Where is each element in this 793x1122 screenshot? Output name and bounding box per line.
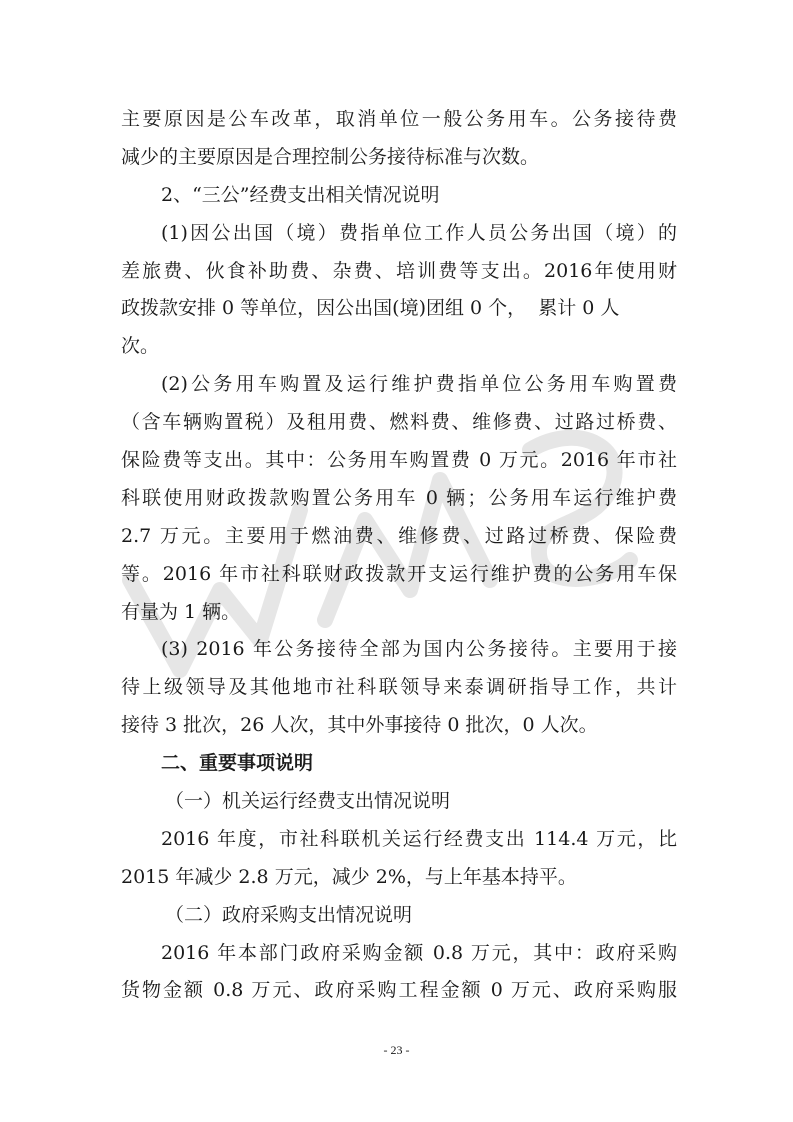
body-text [121, 101, 677, 1010]
text-line: 政拨款安排 0 等单位，因公出国(境)团组 0 个， 累计 0 人 [121, 297, 620, 320]
text-line: 2.7 万元。主要用于燃油费、维修费、过路过桥费、保险费 [121, 524, 677, 547]
text-line: 等。2016 年市社科联财政拨款开支运行维护费的公务用车保 [121, 562, 677, 585]
text-line: 2015 年减少 2.8 万元，减少 2%，与上年基本持平。 [121, 865, 577, 888]
subsection-heading: （二）政府采购支出情况说明 [165, 903, 413, 926]
text-line: 接待 3 批次，26 人次，其中外事接待 0 批次，0 人次。 [121, 714, 598, 737]
subsection-heading: （一）机关运行经费支出情况说明 [165, 790, 451, 813]
section-subheading: 2、“三公”经费支出相关情况说明 [161, 183, 440, 206]
text-line: （含车辆购置税）及租用费、燃料费、维修费、过路过桥费、 [121, 411, 677, 434]
text-line: 次。 [121, 335, 160, 358]
text-line: (3) 2016 年公务接待全部为国内公务接待。主要用于接 [161, 638, 677, 661]
text-line: (2)公务用车购置及运行维护费指单位公务用车购置费 [161, 373, 677, 396]
text-line: 保险费等支出。其中：公务用车购置费 0 万元。2016 年市社 [121, 449, 677, 472]
page-number: - 23 - [383, 1043, 410, 1057]
text-line: 2016 年度，市社科联机关运行经费支出 114.4 万元，比 [161, 827, 677, 850]
text-line: (1)因公出国（境）费指单位工作人员公务出国（境）的 [161, 221, 677, 244]
section-heading: 二、重要事项说明 [161, 752, 314, 775]
text-line: 差旅费、伙食补助费、杂费、培训费等支出。2016年使用财 [121, 259, 677, 282]
text-line: 减少的主要原因是合理控制公务接待标准与次数。 [121, 145, 540, 168]
text-line: 货物金额 0.8 万元、政府采购工程金额 0 万元、政府采购服 [121, 979, 677, 1002]
text-line: 2016 年本部门政府采购金额 0.8 万元，其中：政府采购 [161, 941, 677, 964]
text-line: 主要原因是公车改革，取消单位一般公务用车。公务接待费 [121, 108, 677, 130]
text-line: 科联使用财政拨款购置公务用车 0 辆；公务用车运行维护费 [121, 486, 677, 509]
text-line: 待上级领导及其他地市社科联领导来泰调研指导工作，共计 [121, 676, 677, 699]
text-line: 有量为 1 辆。 [121, 600, 241, 623]
